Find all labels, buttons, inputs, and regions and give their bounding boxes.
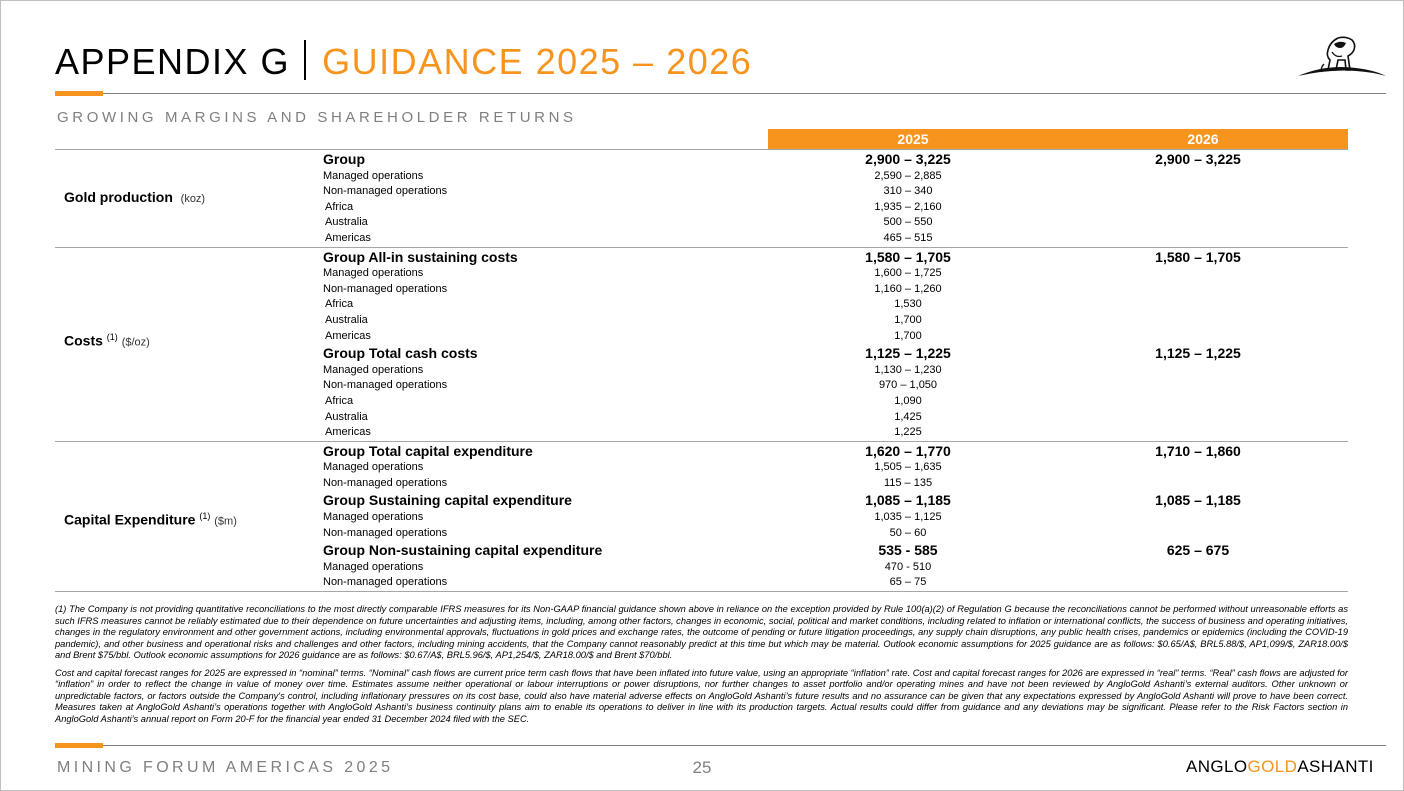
row-label: Americas: [325, 426, 371, 439]
value-2025: 50 – 60: [889, 526, 927, 539]
row-label: Africa: [325, 298, 354, 311]
table-row: [55, 169, 1348, 185]
value-2025: 1,225: [894, 426, 922, 439]
column-header-2026: 2026: [1058, 129, 1348, 149]
table-row: [55, 248, 1348, 267]
row-label: Managed operations: [323, 363, 424, 376]
row-label: Non-managed operations: [323, 379, 448, 392]
table-row: [55, 510, 1348, 526]
value-2025: 1,620 – 1,770: [865, 442, 951, 459]
value-2025: 65 – 75: [889, 576, 927, 589]
value-2025: 1,600 – 1,725: [874, 267, 942, 280]
table-row: [55, 344, 1348, 363]
value-2026: 1,125 – 1,225: [1155, 345, 1241, 362]
row-label: Non-managed operations: [323, 526, 448, 539]
row-label: Australia: [325, 313, 368, 326]
value-2026: 2,900 – 3,225: [1155, 151, 1241, 167]
value-2026: 1,710 – 1,860: [1155, 442, 1241, 459]
row-label: Non-managed operations: [323, 282, 448, 295]
value-2025: 1,425: [894, 410, 922, 423]
row-label: Africa: [325, 394, 354, 407]
lion-logo-icon: [1296, 30, 1388, 82]
table-row: [55, 394, 1348, 410]
footer-event-name: MINING FORUM AMERICAS 2025: [57, 759, 394, 776]
row-label: Managed operations: [323, 511, 424, 524]
title-appendix: APPENDIX G: [55, 41, 291, 82]
header-accent-bar: [55, 91, 103, 96]
row-label: Non-managed operations: [323, 576, 448, 589]
table-row: [55, 200, 1348, 216]
row-label: Group Non-sustaining capital expenditure: [323, 542, 603, 559]
row-label: Managed operations: [323, 169, 424, 182]
value-2026: 1,580 – 1,705: [1155, 248, 1241, 265]
table-row: [55, 541, 1348, 560]
row-label: Managed operations: [323, 267, 424, 280]
value-2025: 1,125 – 1,225: [865, 345, 951, 362]
value-2025: 1,090: [894, 394, 922, 407]
value-2025: 1,530: [894, 298, 922, 311]
table-row: [55, 231, 1348, 247]
row-label: Africa: [325, 200, 354, 213]
table-row: [55, 378, 1348, 394]
row-label: Americas: [325, 329, 371, 342]
title-guidance: GUIDANCE 2025 – 2026: [322, 41, 753, 82]
value-2025: 2,590 – 2,885: [874, 169, 942, 182]
row-label: Non-managed operations: [323, 476, 448, 489]
section-label-gold-production: Gold production (koz): [64, 189, 206, 205]
page-title: [55, 40, 752, 84]
value-2025: 1,085 – 1,185: [865, 492, 951, 509]
row-label: Managed operations: [323, 461, 424, 474]
header-rule: [55, 93, 1386, 94]
brand-wordmark: ANGLOGOLDASHANTI: [1186, 757, 1374, 776]
table-row: [55, 410, 1348, 426]
table-row: [55, 425, 1348, 441]
row-label: Group: [323, 151, 365, 167]
table-row: [55, 575, 1348, 591]
table-row: [55, 150, 1348, 169]
value-2025: 1,935 – 2,160: [874, 200, 942, 213]
section-gold-production: [55, 149, 1348, 248]
value-2025: 470 - 510: [884, 560, 932, 573]
table-row: [55, 526, 1348, 542]
value-2025: 1,580 – 1,705: [865, 248, 951, 265]
row-label: Americas: [325, 231, 371, 244]
value-2025: 2,900 – 3,225: [865, 151, 951, 167]
page-subtitle: GROWING MARGINS AND SHAREHOLDER RETURNS: [57, 109, 577, 126]
table-row: [55, 184, 1348, 200]
footnote-1: (1) The Company is not providing quantitative reconciliations to the most directly comparable IFRS measures for its Non-GAAP financial guidance shown above in reliance on the exception provided by Rule 100(a)(2) of Regulation G because the reconciliations cannot be performed without unreasonable efforts as such IFRS measures cannot be reliably estimated due to their dependence on future uncertainties and adjusting items, including, among other factors, changes in economic, social, political and market conditions, including related to inflation or international conflicts, the success of business and operating initiatives, changes in the regulatory environment and other government actions, including environmental approvals, fluctuations in gold prices and exchange rates, the outcome of pending or future litigation proceedings, any supply chain disruptions, any public health crises, pandemics or epidemics (including the COVID-19 pandemic), and other business and operational risks and challenges and other factors, including mining accidents, that the Company cannot reasonably predict at this time but which may be material. Outlook economic assumptions for 2025 guidance are as follows: $0.65/A$, BRL5.88/$, AP1,099/$, ZAR18.00/$ and Brent $75/bbl. Outlook economic assumptions for 2026 guidance are as follows: $0.67/A$, BRL5.96/$, AP1,254/$, ZAR18.00/$ and Brent $70/bbl.: [55, 604, 1348, 660]
value-2025: 1,035 – 1,125: [874, 511, 942, 524]
value-2026: 625 – 675: [1166, 542, 1230, 559]
value-2025: 970 – 1,050: [878, 379, 938, 392]
row-label: Managed operations: [323, 560, 424, 573]
value-2025: 115 – 135: [883, 476, 933, 489]
footnote-2: Cost and capital forecast ranges for 2025 are expressed in “nominal” terms. “Nominal” cash flows are current price term cash flows that have been inflated into future value, using an appropriate “inflation” rate. Cost and capital forecast ranges for 2026 are expressed in “real” terms. “Real” cash flows are adjusted for “inflation” in order to reflect the change in value of money over time. Estimates assume neither operational or labour interruptions or power disruptions, nor further changes to asset portfolio and/or operating mines and have not been reviewed by AngloGold Ashanti’s external auditors. Other unknown or unpredictable factors, or factors outside the Company's control, including inflationary pressures on its cost base, could also have material adverse effects on AngloGold Ashanti’s future results and no assurance can be given that any expectations expressed by AngloGold Ashanti will prove to have been correct. Measures taken at AngloGold Ashanti’s operations together with AngloGold Ashanti’s business continuity plans aim to enable its operations to deliver in line with its production targets. Actual results could differ from guidance and any deviations may be significant. Please refer to the Risk Factors section in AngloGold Ashanti’s annual report on Form 20-F for the financial year ended 31 December 2024 filed with the SEC.: [55, 667, 1348, 724]
table-row: [55, 491, 1348, 510]
guidance-table: [55, 129, 1348, 592]
title-separator: [304, 40, 306, 80]
value-2025: 310 – 340: [883, 185, 933, 198]
footer-rule: [55, 745, 1386, 746]
column-header-2025: 2025: [768, 129, 1058, 149]
value-2025: 1,160 – 1,260: [874, 282, 942, 295]
value-2025: 1,700: [894, 329, 922, 342]
table-row: [55, 476, 1348, 492]
section-label-capital-expenditure: Capital Expenditure $^{(1)}$ ($m): [64, 510, 237, 528]
section-label-costs: Costs $^{(1)}$ ($/oz): [64, 331, 150, 349]
section-costs: [55, 248, 1348, 442]
row-label: Australia: [325, 410, 368, 423]
table-row: [55, 215, 1348, 231]
row-label: Group All-in sustaining costs: [323, 248, 518, 265]
value-2025: 465 – 515: [883, 231, 933, 244]
section-capital-expenditure: [55, 442, 1348, 592]
page-number: 25: [692, 758, 712, 777]
row-label: Non-managed operations: [323, 185, 448, 198]
table-row: [55, 363, 1348, 379]
table-row: [55, 442, 1348, 461]
table-row: [55, 313, 1348, 329]
table-row: [55, 460, 1348, 476]
table-row: [55, 329, 1348, 345]
row-label: Group Sustaining capital expenditure: [323, 492, 572, 509]
value-2026: 1,085 – 1,185: [1155, 492, 1241, 509]
footer-accent-bar: [55, 743, 103, 748]
row-label: Australia: [325, 216, 368, 229]
table-row: [55, 266, 1348, 282]
table-header: [55, 129, 1348, 149]
value-2025: 500 – 550: [883, 216, 933, 229]
value-2025: 1,130 – 1,230: [874, 363, 942, 376]
table-row: [55, 297, 1348, 313]
row-label: Group Total capital expenditure: [323, 442, 533, 459]
table-row: [55, 282, 1348, 298]
footnotes: [55, 604, 1348, 731]
value-2025: 535 - 585: [878, 542, 938, 559]
row-label: Group Total cash costs: [323, 345, 478, 362]
table-row: [55, 560, 1348, 576]
value-2025: 1,505 – 1,635: [874, 461, 942, 474]
value-2025: 1,700: [894, 313, 922, 326]
